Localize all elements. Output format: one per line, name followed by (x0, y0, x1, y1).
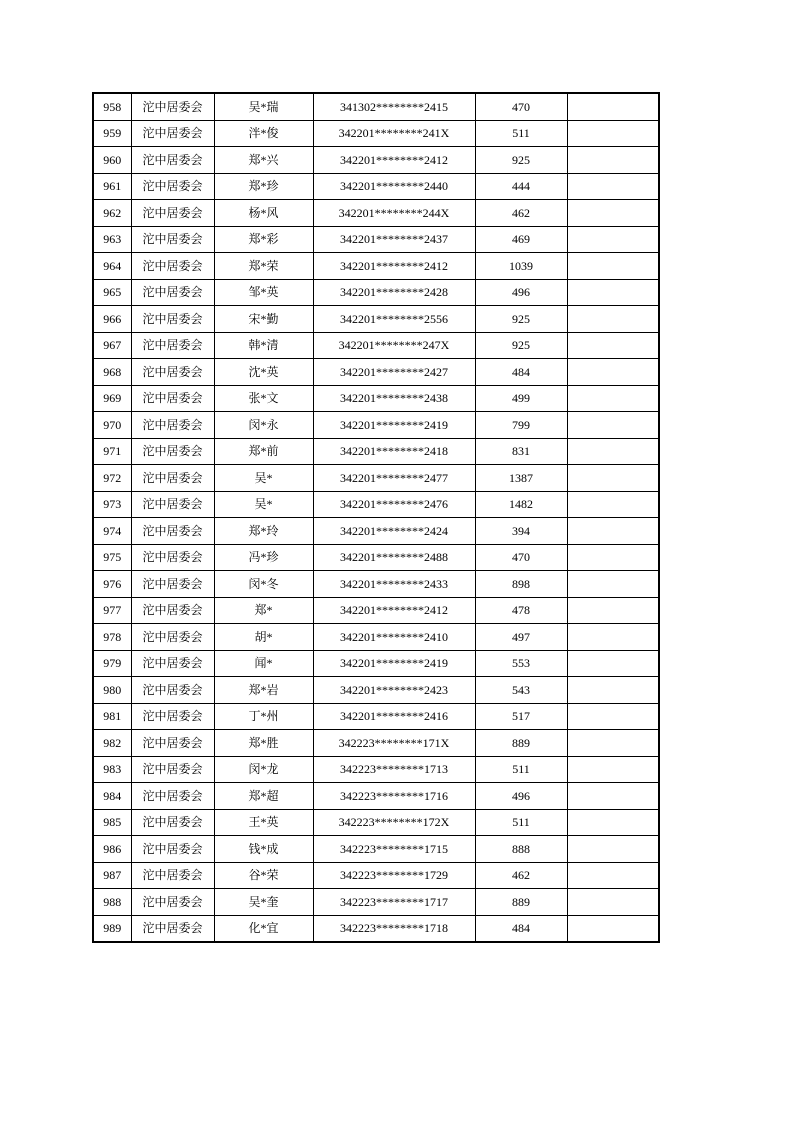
empty-cell (567, 809, 659, 836)
value-cell: 462 (475, 200, 567, 227)
row-number-cell: 986 (93, 836, 131, 863)
row-number-cell: 980 (93, 677, 131, 704)
id-number-cell: 342201********2419 (313, 650, 475, 677)
committee-cell: 沱中居委会 (131, 756, 214, 783)
table-row (93, 571, 659, 598)
empty-cell (567, 306, 659, 333)
value-cell: 484 (475, 915, 567, 942)
id-number-cell: 342201********2427 (313, 359, 475, 386)
table-row (93, 650, 659, 677)
table-row (93, 465, 659, 492)
empty-cell (567, 889, 659, 916)
person-name-cell: 郑*前 (214, 438, 313, 465)
committee-cell: 沱中居委会 (131, 332, 214, 359)
value-cell: 497 (475, 624, 567, 651)
empty-cell (567, 93, 659, 120)
person-name-cell: 钱*成 (214, 836, 313, 863)
row-number-cell: 965 (93, 279, 131, 306)
row-number-cell: 989 (93, 915, 131, 942)
person-name-cell: 韩*清 (214, 332, 313, 359)
table-row (93, 677, 659, 704)
person-name-cell: 杨*风 (214, 200, 313, 227)
empty-cell (567, 836, 659, 863)
table-row (93, 173, 659, 200)
row-number-cell: 962 (93, 200, 131, 227)
value-cell: 511 (475, 809, 567, 836)
committee-cell: 沱中居委会 (131, 703, 214, 730)
row-number-cell: 970 (93, 412, 131, 439)
person-name-cell: 化*宜 (214, 915, 313, 942)
records-table (92, 92, 660, 943)
person-name-cell: 郑*胜 (214, 730, 313, 757)
person-name-cell: 闵*永 (214, 412, 313, 439)
table-row (93, 359, 659, 386)
row-number-cell: 985 (93, 809, 131, 836)
value-cell: 511 (475, 120, 567, 147)
person-name-cell: 王*英 (214, 809, 313, 836)
id-number-cell: 342223********1713 (313, 756, 475, 783)
id-number-cell: 342201********2419 (313, 412, 475, 439)
empty-cell (567, 862, 659, 889)
empty-cell (567, 147, 659, 174)
id-number-cell: 341302********2415 (313, 93, 475, 120)
id-number-cell: 342201********2416 (313, 703, 475, 730)
committee-cell: 沱中居委会 (131, 173, 214, 200)
table-row (93, 412, 659, 439)
row-number-cell: 961 (93, 173, 131, 200)
id-number-cell: 342201********2476 (313, 491, 475, 518)
committee-cell: 沱中居委会 (131, 253, 214, 280)
committee-cell: 沱中居委会 (131, 465, 214, 492)
value-cell: 898 (475, 571, 567, 598)
id-number-cell: 342201********244X (313, 200, 475, 227)
value-cell: 889 (475, 889, 567, 916)
person-name-cell: 冯*珍 (214, 544, 313, 571)
value-cell: 1039 (475, 253, 567, 280)
empty-cell (567, 571, 659, 598)
person-name-cell: 郑*彩 (214, 226, 313, 253)
empty-cell (567, 438, 659, 465)
empty-cell (567, 279, 659, 306)
id-number-cell: 342223********171X (313, 730, 475, 757)
table-row (93, 200, 659, 227)
table-row (93, 730, 659, 757)
records-table-body (93, 93, 659, 942)
id-number-cell: 342223********1729 (313, 862, 475, 889)
committee-cell: 沱中居委会 (131, 438, 214, 465)
committee-cell: 沱中居委会 (131, 730, 214, 757)
id-number-cell: 342201********2412 (313, 253, 475, 280)
committee-cell: 沱中居委会 (131, 385, 214, 412)
value-cell: 394 (475, 518, 567, 545)
table-row (93, 836, 659, 863)
row-number-cell: 973 (93, 491, 131, 518)
row-number-cell: 976 (93, 571, 131, 598)
table-row (93, 120, 659, 147)
id-number-cell: 342223********172X (313, 809, 475, 836)
id-number-cell: 342201********2438 (313, 385, 475, 412)
row-number-cell: 958 (93, 93, 131, 120)
person-name-cell: 谷*荣 (214, 862, 313, 889)
empty-cell (567, 915, 659, 942)
person-name-cell: 吴*瑞 (214, 93, 313, 120)
row-number-cell: 981 (93, 703, 131, 730)
committee-cell: 沱中居委会 (131, 624, 214, 651)
committee-cell: 沱中居委会 (131, 677, 214, 704)
table-row (93, 491, 659, 518)
empty-cell (567, 677, 659, 704)
empty-cell (567, 412, 659, 439)
empty-cell (567, 783, 659, 810)
id-number-cell: 342201********247X (313, 332, 475, 359)
empty-cell (567, 359, 659, 386)
empty-cell (567, 650, 659, 677)
committee-cell: 沱中居委会 (131, 915, 214, 942)
table-row (93, 624, 659, 651)
empty-cell (567, 491, 659, 518)
table-row (93, 332, 659, 359)
row-number-cell: 987 (93, 862, 131, 889)
table-row (93, 862, 659, 889)
value-cell: 831 (475, 438, 567, 465)
person-name-cell: 闵*冬 (214, 571, 313, 598)
row-number-cell: 964 (93, 253, 131, 280)
id-number-cell: 342223********1717 (313, 889, 475, 916)
table-row (93, 703, 659, 730)
id-number-cell: 342201********241X (313, 120, 475, 147)
table-row (93, 147, 659, 174)
person-name-cell: 吴* (214, 465, 313, 492)
value-cell: 553 (475, 650, 567, 677)
row-number-cell: 974 (93, 518, 131, 545)
value-cell: 1482 (475, 491, 567, 518)
empty-cell (567, 703, 659, 730)
table-row (93, 385, 659, 412)
id-number-cell: 342201********2477 (313, 465, 475, 492)
value-cell: 496 (475, 279, 567, 306)
table-row (93, 226, 659, 253)
committee-cell: 沱中居委会 (131, 359, 214, 386)
empty-cell (567, 120, 659, 147)
row-number-cell: 983 (93, 756, 131, 783)
row-number-cell: 969 (93, 385, 131, 412)
empty-cell (567, 756, 659, 783)
id-number-cell: 342201********2412 (313, 147, 475, 174)
value-cell: 462 (475, 862, 567, 889)
person-name-cell: 郑*岩 (214, 677, 313, 704)
row-number-cell: 978 (93, 624, 131, 651)
committee-cell: 沱中居委会 (131, 862, 214, 889)
value-cell: 499 (475, 385, 567, 412)
value-cell: 925 (475, 332, 567, 359)
id-number-cell: 342201********2433 (313, 571, 475, 598)
value-cell: 543 (475, 677, 567, 704)
value-cell: 478 (475, 597, 567, 624)
person-name-cell: 闵*龙 (214, 756, 313, 783)
committee-cell: 沱中居委会 (131, 491, 214, 518)
committee-cell: 沱中居委会 (131, 200, 214, 227)
row-number-cell: 972 (93, 465, 131, 492)
value-cell: 799 (475, 412, 567, 439)
committee-cell: 沱中居委会 (131, 226, 214, 253)
row-number-cell: 967 (93, 332, 131, 359)
table-row (93, 915, 659, 942)
empty-cell (567, 518, 659, 545)
id-number-cell: 342201********2440 (313, 173, 475, 200)
person-name-cell: 郑* (214, 597, 313, 624)
person-name-cell: 泮*俊 (214, 120, 313, 147)
committee-cell: 沱中居委会 (131, 147, 214, 174)
row-number-cell: 988 (93, 889, 131, 916)
committee-cell: 沱中居委会 (131, 836, 214, 863)
id-number-cell: 342201********2423 (313, 677, 475, 704)
table-row (93, 544, 659, 571)
person-name-cell: 沈*英 (214, 359, 313, 386)
row-number-cell: 975 (93, 544, 131, 571)
table-row (93, 783, 659, 810)
table-row (93, 93, 659, 120)
table-row (93, 253, 659, 280)
person-name-cell: 张*文 (214, 385, 313, 412)
committee-cell: 沱中居委会 (131, 279, 214, 306)
committee-cell: 沱中居委会 (131, 93, 214, 120)
table-row (93, 809, 659, 836)
person-name-cell: 郑*超 (214, 783, 313, 810)
committee-cell: 沱中居委会 (131, 306, 214, 333)
row-number-cell: 971 (93, 438, 131, 465)
row-number-cell: 960 (93, 147, 131, 174)
row-number-cell: 979 (93, 650, 131, 677)
id-number-cell: 342201********2437 (313, 226, 475, 253)
committee-cell: 沱中居委会 (131, 120, 214, 147)
person-name-cell: 郑*兴 (214, 147, 313, 174)
person-name-cell: 郑*荣 (214, 253, 313, 280)
id-number-cell: 342201********2412 (313, 597, 475, 624)
id-number-cell: 342201********2428 (313, 279, 475, 306)
empty-cell (567, 226, 659, 253)
empty-cell (567, 730, 659, 757)
row-number-cell: 959 (93, 120, 131, 147)
person-name-cell: 丁*州 (214, 703, 313, 730)
value-cell: 496 (475, 783, 567, 810)
committee-cell: 沱中居委会 (131, 518, 214, 545)
empty-cell (567, 597, 659, 624)
committee-cell: 沱中居委会 (131, 783, 214, 810)
table-row (93, 597, 659, 624)
committee-cell: 沱中居委会 (131, 889, 214, 916)
row-number-cell: 982 (93, 730, 131, 757)
value-cell: 1387 (475, 465, 567, 492)
person-name-cell: 吴*奎 (214, 889, 313, 916)
table-row (93, 306, 659, 333)
id-number-cell: 342223********1718 (313, 915, 475, 942)
empty-cell (567, 544, 659, 571)
row-number-cell: 968 (93, 359, 131, 386)
id-number-cell: 342201********2488 (313, 544, 475, 571)
value-cell: 511 (475, 756, 567, 783)
person-name-cell: 吴* (214, 491, 313, 518)
person-name-cell: 郑*玲 (214, 518, 313, 545)
value-cell: 888 (475, 836, 567, 863)
id-number-cell: 342201********2418 (313, 438, 475, 465)
committee-cell: 沱中居委会 (131, 597, 214, 624)
empty-cell (567, 465, 659, 492)
row-number-cell: 963 (93, 226, 131, 253)
value-cell: 469 (475, 226, 567, 253)
table-row (93, 279, 659, 306)
value-cell: 484 (475, 359, 567, 386)
table-row (93, 756, 659, 783)
committee-cell: 沱中居委会 (131, 544, 214, 571)
row-number-cell: 977 (93, 597, 131, 624)
committee-cell: 沱中居委会 (131, 412, 214, 439)
table-row (93, 518, 659, 545)
person-name-cell: 闻* (214, 650, 313, 677)
committee-cell: 沱中居委会 (131, 809, 214, 836)
committee-cell: 沱中居委会 (131, 650, 214, 677)
empty-cell (567, 200, 659, 227)
person-name-cell: 郑*珍 (214, 173, 313, 200)
value-cell: 470 (475, 93, 567, 120)
id-number-cell: 342223********1715 (313, 836, 475, 863)
committee-cell: 沱中居委会 (131, 571, 214, 598)
value-cell: 889 (475, 730, 567, 757)
value-cell: 470 (475, 544, 567, 571)
person-name-cell: 宋*勤 (214, 306, 313, 333)
empty-cell (567, 385, 659, 412)
empty-cell (567, 332, 659, 359)
value-cell: 444 (475, 173, 567, 200)
table-row (93, 438, 659, 465)
row-number-cell: 966 (93, 306, 131, 333)
empty-cell (567, 624, 659, 651)
value-cell: 925 (475, 306, 567, 333)
id-number-cell: 342201********2410 (313, 624, 475, 651)
empty-cell (567, 173, 659, 200)
person-name-cell: 胡* (214, 624, 313, 651)
value-cell: 925 (475, 147, 567, 174)
id-number-cell: 342201********2556 (313, 306, 475, 333)
id-number-cell: 342223********1716 (313, 783, 475, 810)
table-row (93, 889, 659, 916)
value-cell: 517 (475, 703, 567, 730)
row-number-cell: 984 (93, 783, 131, 810)
empty-cell (567, 253, 659, 280)
person-name-cell: 邹*英 (214, 279, 313, 306)
id-number-cell: 342201********2424 (313, 518, 475, 545)
